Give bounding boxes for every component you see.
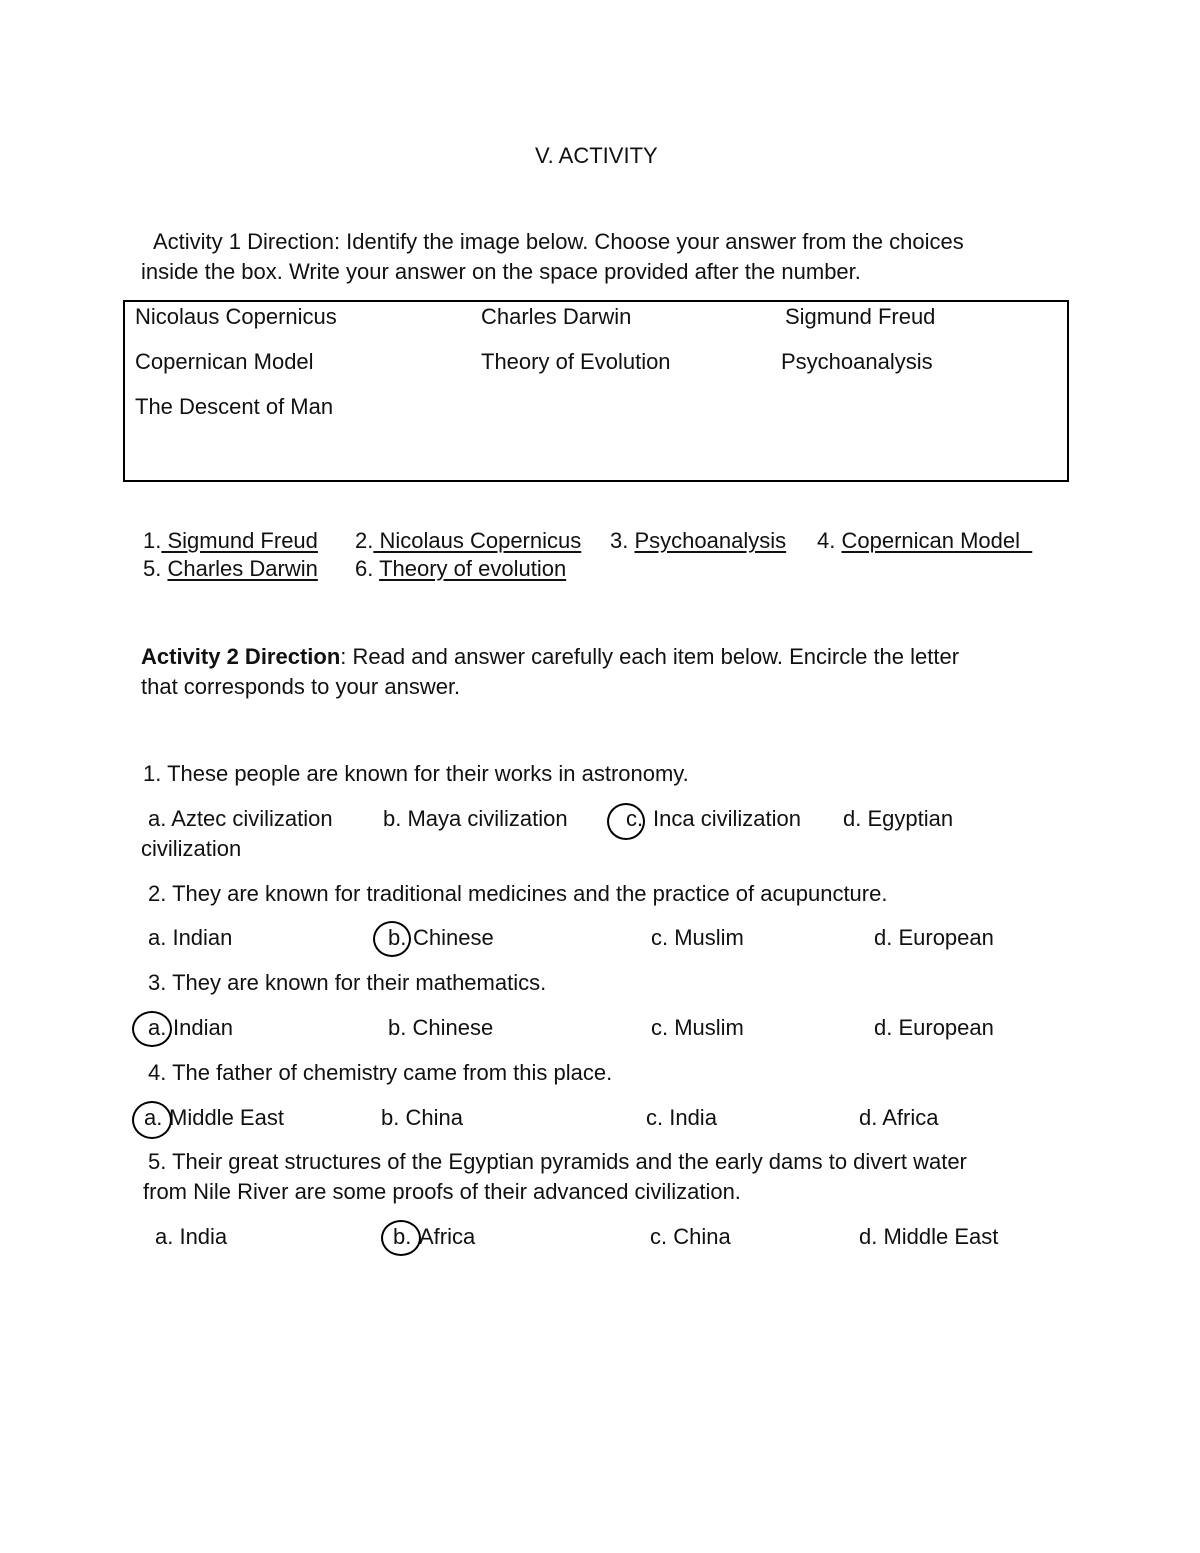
answer-circle-mark <box>132 1101 172 1139</box>
answer-number: 1. <box>143 528 162 553</box>
choice-item: Copernican Model <box>135 349 314 374</box>
option: c. Muslim <box>651 925 744 950</box>
option: b. Chinese <box>388 1015 494 1040</box>
question-text: 4. The father of chemistry came from this place. <box>148 1060 613 1085</box>
answer-number: 3. <box>610 528 629 553</box>
answer-circle-mark <box>373 921 411 957</box>
activity2-direction-line1 <box>141 646 959 668</box>
answer-number: 5. <box>143 556 162 581</box>
option: a. Aztec civilization <box>148 806 333 831</box>
page-title: V. ACTIVITY <box>535 143 658 168</box>
answer-text: Theory of evolution <box>379 556 567 581</box>
answer-text: Nicolaus Copernicus <box>379 528 582 553</box>
option-letter-selected: b. <box>388 925 407 950</box>
option: Africa <box>419 1224 476 1249</box>
activity1-direction-line1: Activity 1 Direction: Identify the image below. Choose your answer from the choices <box>153 229 964 254</box>
answer-circle-mark <box>381 1220 421 1256</box>
answer-item <box>355 530 581 552</box>
answer-item <box>817 530 1032 552</box>
question-text: 2. They are known for traditional medicines and the practice of acupuncture. <box>148 881 888 906</box>
answer-text: Psychoanalysis <box>634 528 787 553</box>
option: a. Indian <box>148 925 233 950</box>
activity2-title: Activity 2 Direction <box>141 644 341 669</box>
answer-circle-mark <box>607 803 645 840</box>
option: c. China <box>650 1224 731 1249</box>
answer-text: Charles Darwin <box>167 556 318 581</box>
activity2-direction-text: : Read and answer carefully each item below. Encircle the letter <box>340 644 960 669</box>
answer-text: Sigmund Freud <box>167 528 318 553</box>
answer-item <box>143 530 318 552</box>
option-letter-selected: a. <box>148 1015 167 1040</box>
option: d. Africa <box>859 1105 939 1130</box>
choice-item: Nicolaus Copernicus <box>135 304 337 329</box>
answer-item <box>355 558 566 580</box>
option: b. China <box>381 1105 463 1130</box>
question-text: 1. These people are known for their works in astronomy. <box>143 761 689 786</box>
activity2-direction-line2: that corresponds to your answer. <box>141 674 461 699</box>
option-letter-selected: c. <box>626 806 644 831</box>
activity1-direction-line2: inside the box. Write your answer on the space provided after the number. <box>141 259 861 284</box>
choice-item: Psychoanalysis <box>781 349 933 374</box>
answer-item <box>143 558 318 580</box>
answer-circle-mark <box>132 1011 172 1047</box>
answer-item <box>610 530 786 552</box>
answer-number: 2. <box>355 528 374 553</box>
option: Indian <box>173 1015 233 1040</box>
option: d. European <box>874 925 994 950</box>
question-text: 5. Their great structures of the Egyptian pyramids and the early dams to divert water <box>148 1149 967 1174</box>
answer-number: 6. <box>355 556 374 581</box>
option: c. India <box>646 1105 717 1130</box>
answer-number: 4. <box>817 528 836 553</box>
choice-item: Theory of Evolution <box>481 349 671 374</box>
question-text: 3. They are known for their mathematics. <box>148 970 547 995</box>
choice-item: The Descent of Man <box>135 394 334 419</box>
option: c. Muslim <box>651 1015 744 1040</box>
choice-item: Charles Darwin <box>481 304 632 329</box>
option: Middle East <box>169 1105 284 1130</box>
option: Chinese <box>413 925 494 950</box>
option: d. European <box>874 1015 994 1040</box>
option: d. Middle East <box>859 1224 999 1249</box>
option-letter-selected: b. <box>393 1224 412 1249</box>
choice-item: Sigmund Freud <box>785 304 936 329</box>
question-text: from Nile River are some proofs of their advanced civilization. <box>143 1179 741 1204</box>
answer-text: Copernican Model <box>841 528 1021 553</box>
option: d. Egyptian <box>843 806 954 831</box>
option: Inca civilization <box>653 806 801 831</box>
option-letter-selected: a. <box>144 1105 163 1130</box>
option-wrap: civilization <box>141 836 242 861</box>
option: b. Maya civilization <box>383 806 568 831</box>
option: a. India <box>155 1224 228 1249</box>
